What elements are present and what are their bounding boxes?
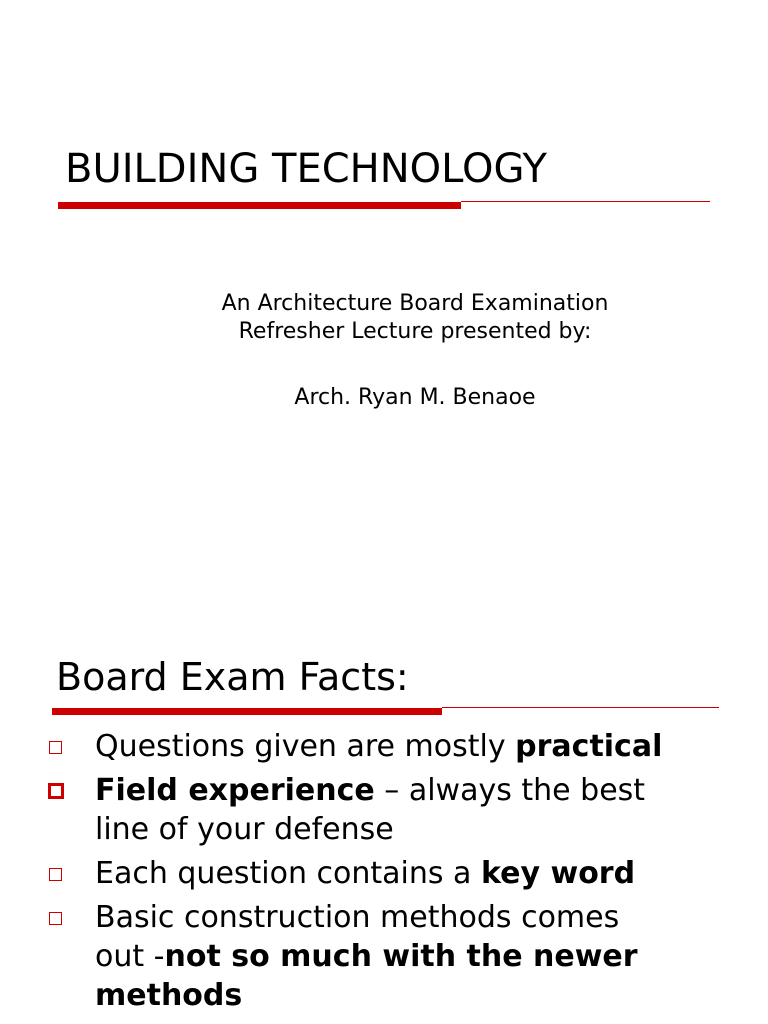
square-bullet-icon xyxy=(49,741,62,754)
underline-thin xyxy=(461,201,710,202)
underline-thick xyxy=(52,708,442,715)
bullet-text: Questions given are mostly practical xyxy=(95,729,663,764)
subtitle-line-1: An Architecture Board Examination xyxy=(221,291,609,316)
square-bullet-icon xyxy=(49,868,62,881)
bullet-text: Field experience – always the best line of your defense xyxy=(95,773,646,847)
bullet-text: Basic construction methods comes out -not so much with the newer methods xyxy=(95,900,638,1013)
underline-thick xyxy=(58,202,461,209)
presenter-name: Arch. Ryan M. Benaoe xyxy=(294,385,536,410)
content-slide xyxy=(0,610,768,1024)
slide-title: BUILDING TECHNOLOGY xyxy=(65,146,547,192)
underline-thin xyxy=(442,707,719,708)
slide-heading: Board Exam Facts: xyxy=(56,655,409,699)
square-bullet-icon xyxy=(49,912,62,925)
subtitle-line-2: Refresher Lecture presented by: xyxy=(238,319,592,344)
bullet-text: Each question contains a key word xyxy=(95,856,636,891)
square-bullet-icon xyxy=(48,783,64,799)
